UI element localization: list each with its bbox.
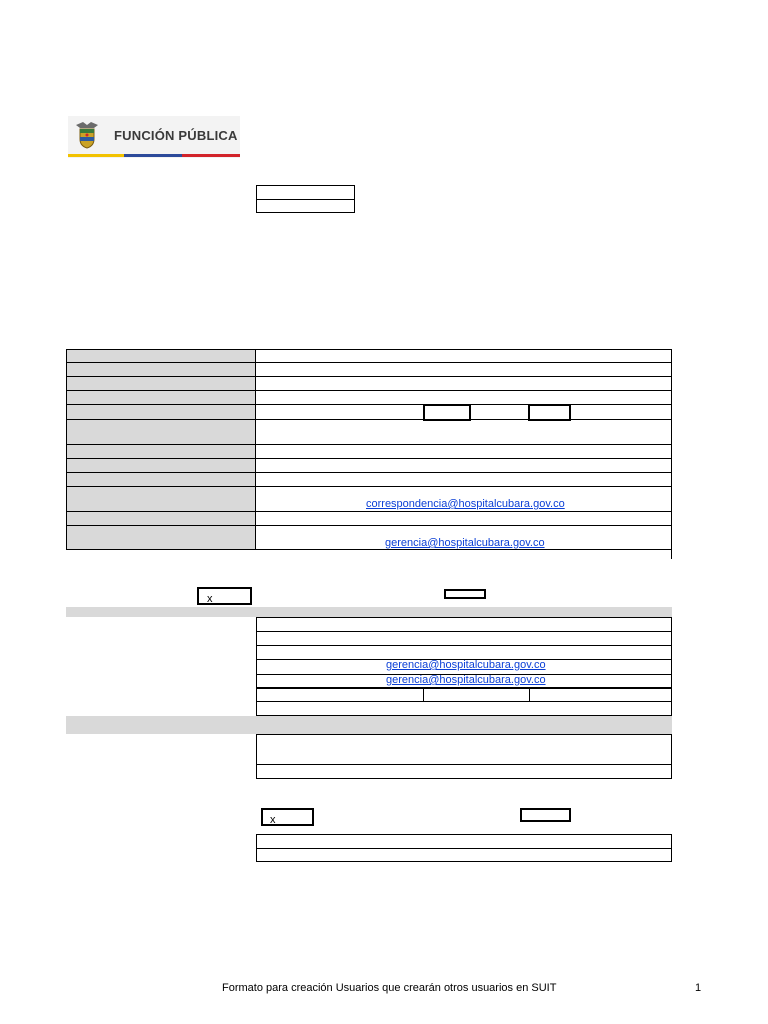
- entity-table-border: [66, 349, 672, 550]
- entity-inline-box-1[interactable]: [423, 404, 471, 421]
- option-4-checkbox[interactable]: [520, 808, 571, 822]
- entity-table-tail: [671, 550, 672, 559]
- second-table-border: [256, 734, 672, 779]
- option-1-mark: x: [207, 593, 213, 605]
- option-2-checkbox[interactable]: [444, 589, 486, 599]
- logo-text: FUNCIÓN PÚBLICA: [114, 128, 238, 143]
- user-section-header: [66, 607, 672, 617]
- entity-row-divider: [66, 511, 672, 512]
- entity-row-divider: [66, 419, 672, 420]
- user-row-divider: [256, 631, 672, 632]
- user-row-divider: [256, 645, 672, 646]
- entity-row-divider: [66, 525, 672, 526]
- option-1-checkbox[interactable]: [197, 587, 252, 605]
- second-section-table: [256, 734, 672, 779]
- user-cell-divider: [423, 687, 424, 702]
- logo-stripe-blue: [124, 154, 182, 157]
- header-field-bottom[interactable]: [256, 199, 355, 213]
- entity-column-divider: [255, 349, 256, 550]
- bottom-table: [256, 834, 672, 862]
- entity-row-divider: [66, 404, 672, 405]
- user-email-link[interactable]: gerencia@hospitalcubara.gov.co: [386, 659, 546, 671]
- second-section-header: [66, 716, 672, 734]
- logo-stripe-red: [182, 154, 240, 157]
- page-number: 1: [695, 982, 702, 994]
- logo: [68, 116, 240, 158]
- entity-row-divider: [66, 472, 672, 473]
- footer-title: Formato para creación Usuarios que crearán otros usuarios en SUIT: [222, 982, 557, 994]
- entity-row-divider: [66, 444, 672, 445]
- option-3-checkbox[interactable]: [261, 808, 314, 826]
- colombia-coat-of-arms-icon: [74, 120, 100, 150]
- user-info-table: [256, 617, 672, 716]
- user-email-confirm-link[interactable]: gerencia@hospitalcubara.gov.co: [386, 674, 546, 686]
- entity-inline-box-2[interactable]: [528, 404, 571, 421]
- user-row-divider: [256, 687, 672, 689]
- header-field-top[interactable]: [256, 185, 355, 200]
- entity-row-divider: [66, 390, 672, 391]
- logo-stripe-yellow: [68, 154, 124, 157]
- entity-info-table: [66, 349, 672, 550]
- bottom-row-divider: [256, 848, 672, 849]
- user-cell-divider: [529, 687, 530, 702]
- option-3-mark: x: [270, 814, 276, 826]
- manager-email-link[interactable]: gerencia@hospitalcubara.gov.co: [385, 537, 545, 549]
- entity-row-divider: [66, 458, 672, 459]
- entity-row-divider: [66, 486, 672, 487]
- user-row-divider: [256, 701, 672, 702]
- entity-row-divider: [66, 362, 672, 363]
- correspondence-email-link[interactable]: correspondencia@hospitalcubara.gov.co: [366, 498, 565, 510]
- second-row-divider: [256, 764, 672, 765]
- entity-row-divider: [66, 376, 672, 377]
